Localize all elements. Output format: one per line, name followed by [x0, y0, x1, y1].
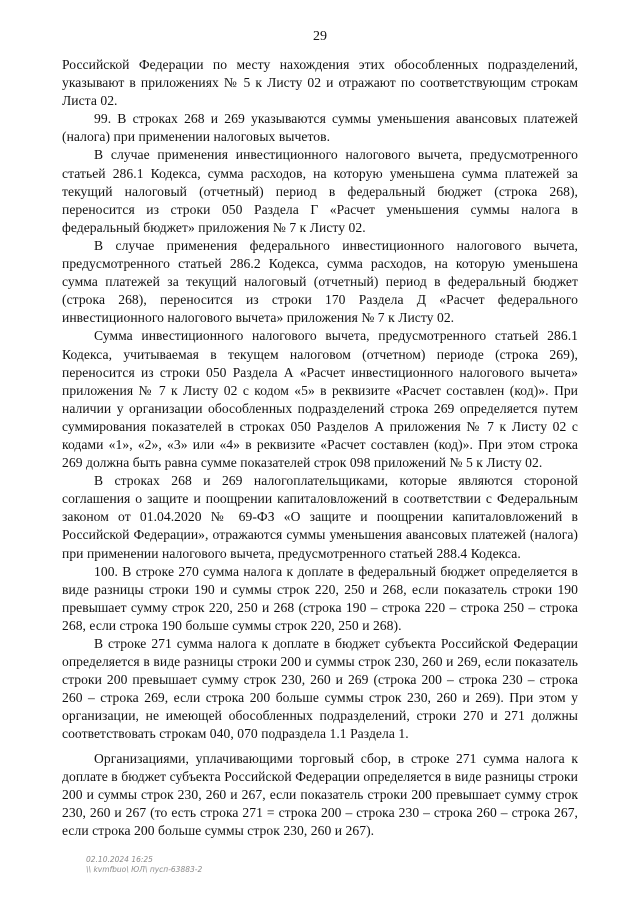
paragraph-deduction-amount: Сумма инвестиционного налогового вычета, предусмотренного статьей 286.1 Кодекса, учитываемая в текущем налоговом (отчетном) периоде (строка 269), переносится из строки 050 Раздела А «Расчет инвестиционного налогового вычета» приложения № 7 к Листу 02 с кодом «5» в реквизите «Расчет составлен (код)». При наличии у организации обособленных подразделений строка 269 определяется путем суммирования показателей в строках 050 Разделов А приложения № 7 к Листу 02 с кодами «1», «2», «3» или «4» в реквизите «Расчет составлен (код)». При этом строка 269 должна быть равна сумме показателей строк 098 приложений № 5 к Листу 02.: [62, 328, 578, 471]
paragraph-investment-deduction: В случае применения инвестиционного налогового вычета, предусмотренного статьей 286.1 Кодекса, сумма расходов, на которую уменьшена сумма платежей за текущий налоговый (отчетный) период в федеральный бюджет (строка 268), переносится из строки 050 Раздела Г «Расчет уменьшения суммы налога в федеральный бюджет» приложения № 7 к Листу 02.: [62, 147, 578, 235]
paragraph-capital-investment-agreement: В строках 268 и 269 налогоплательщиками, которые являются стороной соглашения о защите и поощрении капиталовложений в соответствии с Федеральным законом от 01.04.2020 № 69-ФЗ «О защите и поощрении капиталовложений в Российской Федерации», отражаются суммы уменьшения авансовых платежей (налога) при применении налогового вычета, предусмотренного статьей 288.4 Кодекса.: [62, 473, 578, 561]
paragraph-item-100: 100. В строке 270 сумма налога к доплате в федеральный бюджет определяется в виде разницы строки 190 и суммы строк 220, 250 и 268, если показатель строки 190 превышает сумму строк 220, 250 и 268 (строка 190 – строка 220 – строка 250 – строка 268, если строка 190 больше суммы строк 220, 250 и 268).: [62, 563, 578, 633]
print-stamp: [86, 855, 202, 874]
print-stamp-date: 02.10.2024 16:25: [86, 855, 153, 864]
paragraph-item-99: 99. В строках 268 и 269 указываются суммы уменьшения авансовых платежей (налога) при применении налоговых вычетов.: [62, 111, 578, 145]
paragraph-federal-investment-deduction: В случае применения федерального инвестиционного налогового вычета, предусмотренного статьей 286.2 Кодекса, сумма расходов, на которую уменьшена сумма платежей за текущий налоговый (отчетный) период в федеральный бюджет (строка 268), переносится из строки 170 Раздела Д «Расчет федерального инвестиционного налогового вычета» приложения № 7 к Листу 02.: [62, 237, 578, 326]
paragraph-trade-fee: Организациями, уплачивающими торговый сбор, в строке 271 сумма налога к доплате в бюджет субъекта Российской Федерации определяется в виде разницы строки 200 и суммы строк 230, 260 и 267, если показатель строки 200 превышает сумму строк 230, 260 и 267 (то есть строка 271 = строка 200 – строка 230 – строка 260 – строка 267, если строка 200 больше суммы строк 230, 260 и 267).: [62, 750, 578, 838]
page-number: 29: [313, 29, 327, 44]
document-body: [62, 56, 578, 840]
paragraph-continuation: Российской Федерации по месту нахождения этих обособленных подразделений, указывают в приложениях № 5 к Листу 02 и отражают по соответствующим строкам Листа 02.: [62, 57, 578, 109]
paragraph-line-271: В строке 271 сумма налога к доплате в бюджет субъекта Российской Федерации определяется в виде разницы строки 200 и суммы строк 230, 260 и 269, если показатель строки 200 превышает сумму строк 230, 260 и 269 (строка 200 – строка 230 – строка 260 – строка 269, если строка 200 больше суммы строк 230, 260 и 269). При этом у организации, не имеющей обособленных подразделений, строки 270 и 271 должны соответствовать строкам 040, 070 подраздела 1.1 Раздела 1.: [62, 636, 578, 742]
print-stamp-path: \\ kvmfbuo\ ЮЛ\ пусп-63883-2: [86, 864, 203, 874]
